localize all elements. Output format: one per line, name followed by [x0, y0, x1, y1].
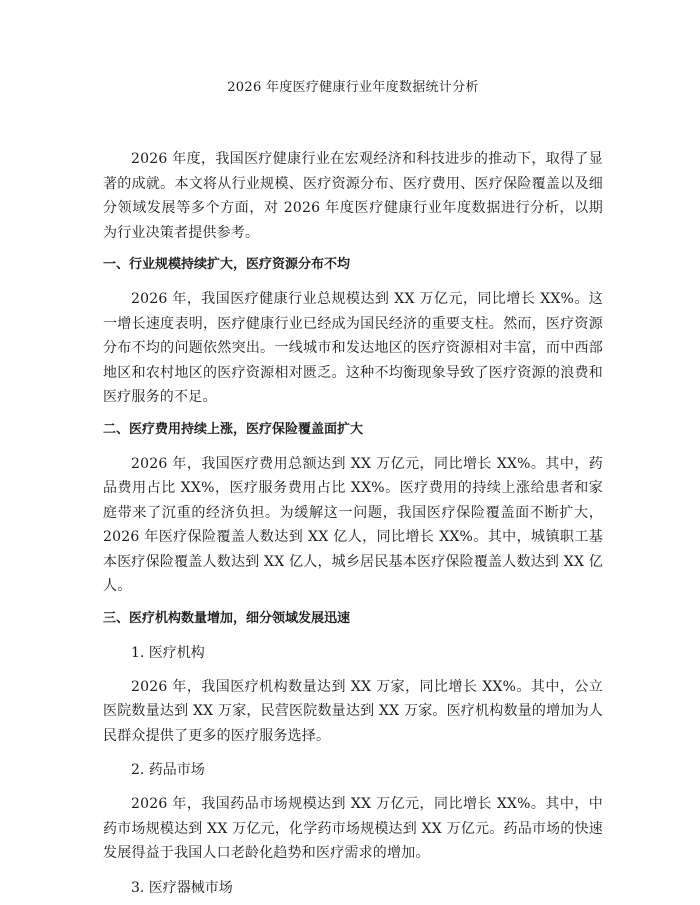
subsection-heading-medical-institutions: 1. 医疗机构	[131, 644, 205, 661]
document-title: 2026 年度医疗健康行业年度数据统计分析	[227, 80, 479, 95]
subsection-body-drug-market: 2026 年，我国药品市场规模达到 XX 万亿元，同比增长 XX%。其中，中药市场规模达到 XX 万亿元，化学药市场规模达到 XX 万亿元。药品市场的快速发展得益于我国人口老龄化趋势和医疗需求的增加。	[103, 796, 603, 861]
subsection-heading-drug-market: 2. 药品市场	[131, 762, 205, 778]
subsection-body-medical-institutions: 2026 年，我国医疗机构数量达到 XX 万家，同比增长 XX%。其中，公立医院数量达到 XX 万家，民营医院数量达到 XX 万家。医疗机构数量的增加为人民群众提供了更多的医疗服务选择。	[103, 678, 603, 744]
section-heading-2: 二、医疗费用持续上涨，医疗保险覆盖面扩大	[103, 421, 364, 437]
intro-paragraph: 2026 年度，我国医疗健康行业在宏观经济和科技进步的推动下，取得了显著的成就。本文将从行业规模、医疗资源分布、医疗费用、医疗保险覆盖以及细分领域发展等多个方面，对 2026 年度医疗健康行业年度数据进行分析，以期为行业决策者提供参考。	[103, 151, 603, 241]
subsection-heading-medical-devices: 3. 医疗器械市场	[131, 879, 233, 896]
section-heading-3: 三、医疗机构数量增加，细分领域发展迅速	[103, 610, 351, 626]
section-body-2: 2026 年，我国医疗费用总额达到 XX 万亿元，同比增长 XX%。其中，药品费用占比 XX%，医疗服务费用占比 XX%。医疗费用的持续上涨给患者和家庭带来了沉重的经济负担。为缓解这一问题，我国医疗保险覆盖面不断扩大，2026 年医疗保险覆盖人数达到 XX 亿人，同比增长 XX%。其中，城镇职工基本医疗保险覆盖人数达到 XX 亿人，城乡居民基本医疗保险覆盖人数达到 XX 亿人。	[103, 455, 603, 594]
section-body-1: 2026 年，我国医疗健康行业总规模达到 XX 万亿元，同比增长 XX%。这一增长速度表明，医疗健康行业已经成为国民经济的重要支柱。然而，医疗资源分布不均的问题依然突出。一线城市和发达地区的医疗资源相对丰富，而中西部地区和农村地区的医疗资源相对匮乏。这种不均衡现象导致了医疗资源的浪费和医疗服务的不足。	[103, 291, 603, 405]
section-heading-1: 一、行业规模持续扩大，医疗资源分布不均	[103, 257, 351, 272]
